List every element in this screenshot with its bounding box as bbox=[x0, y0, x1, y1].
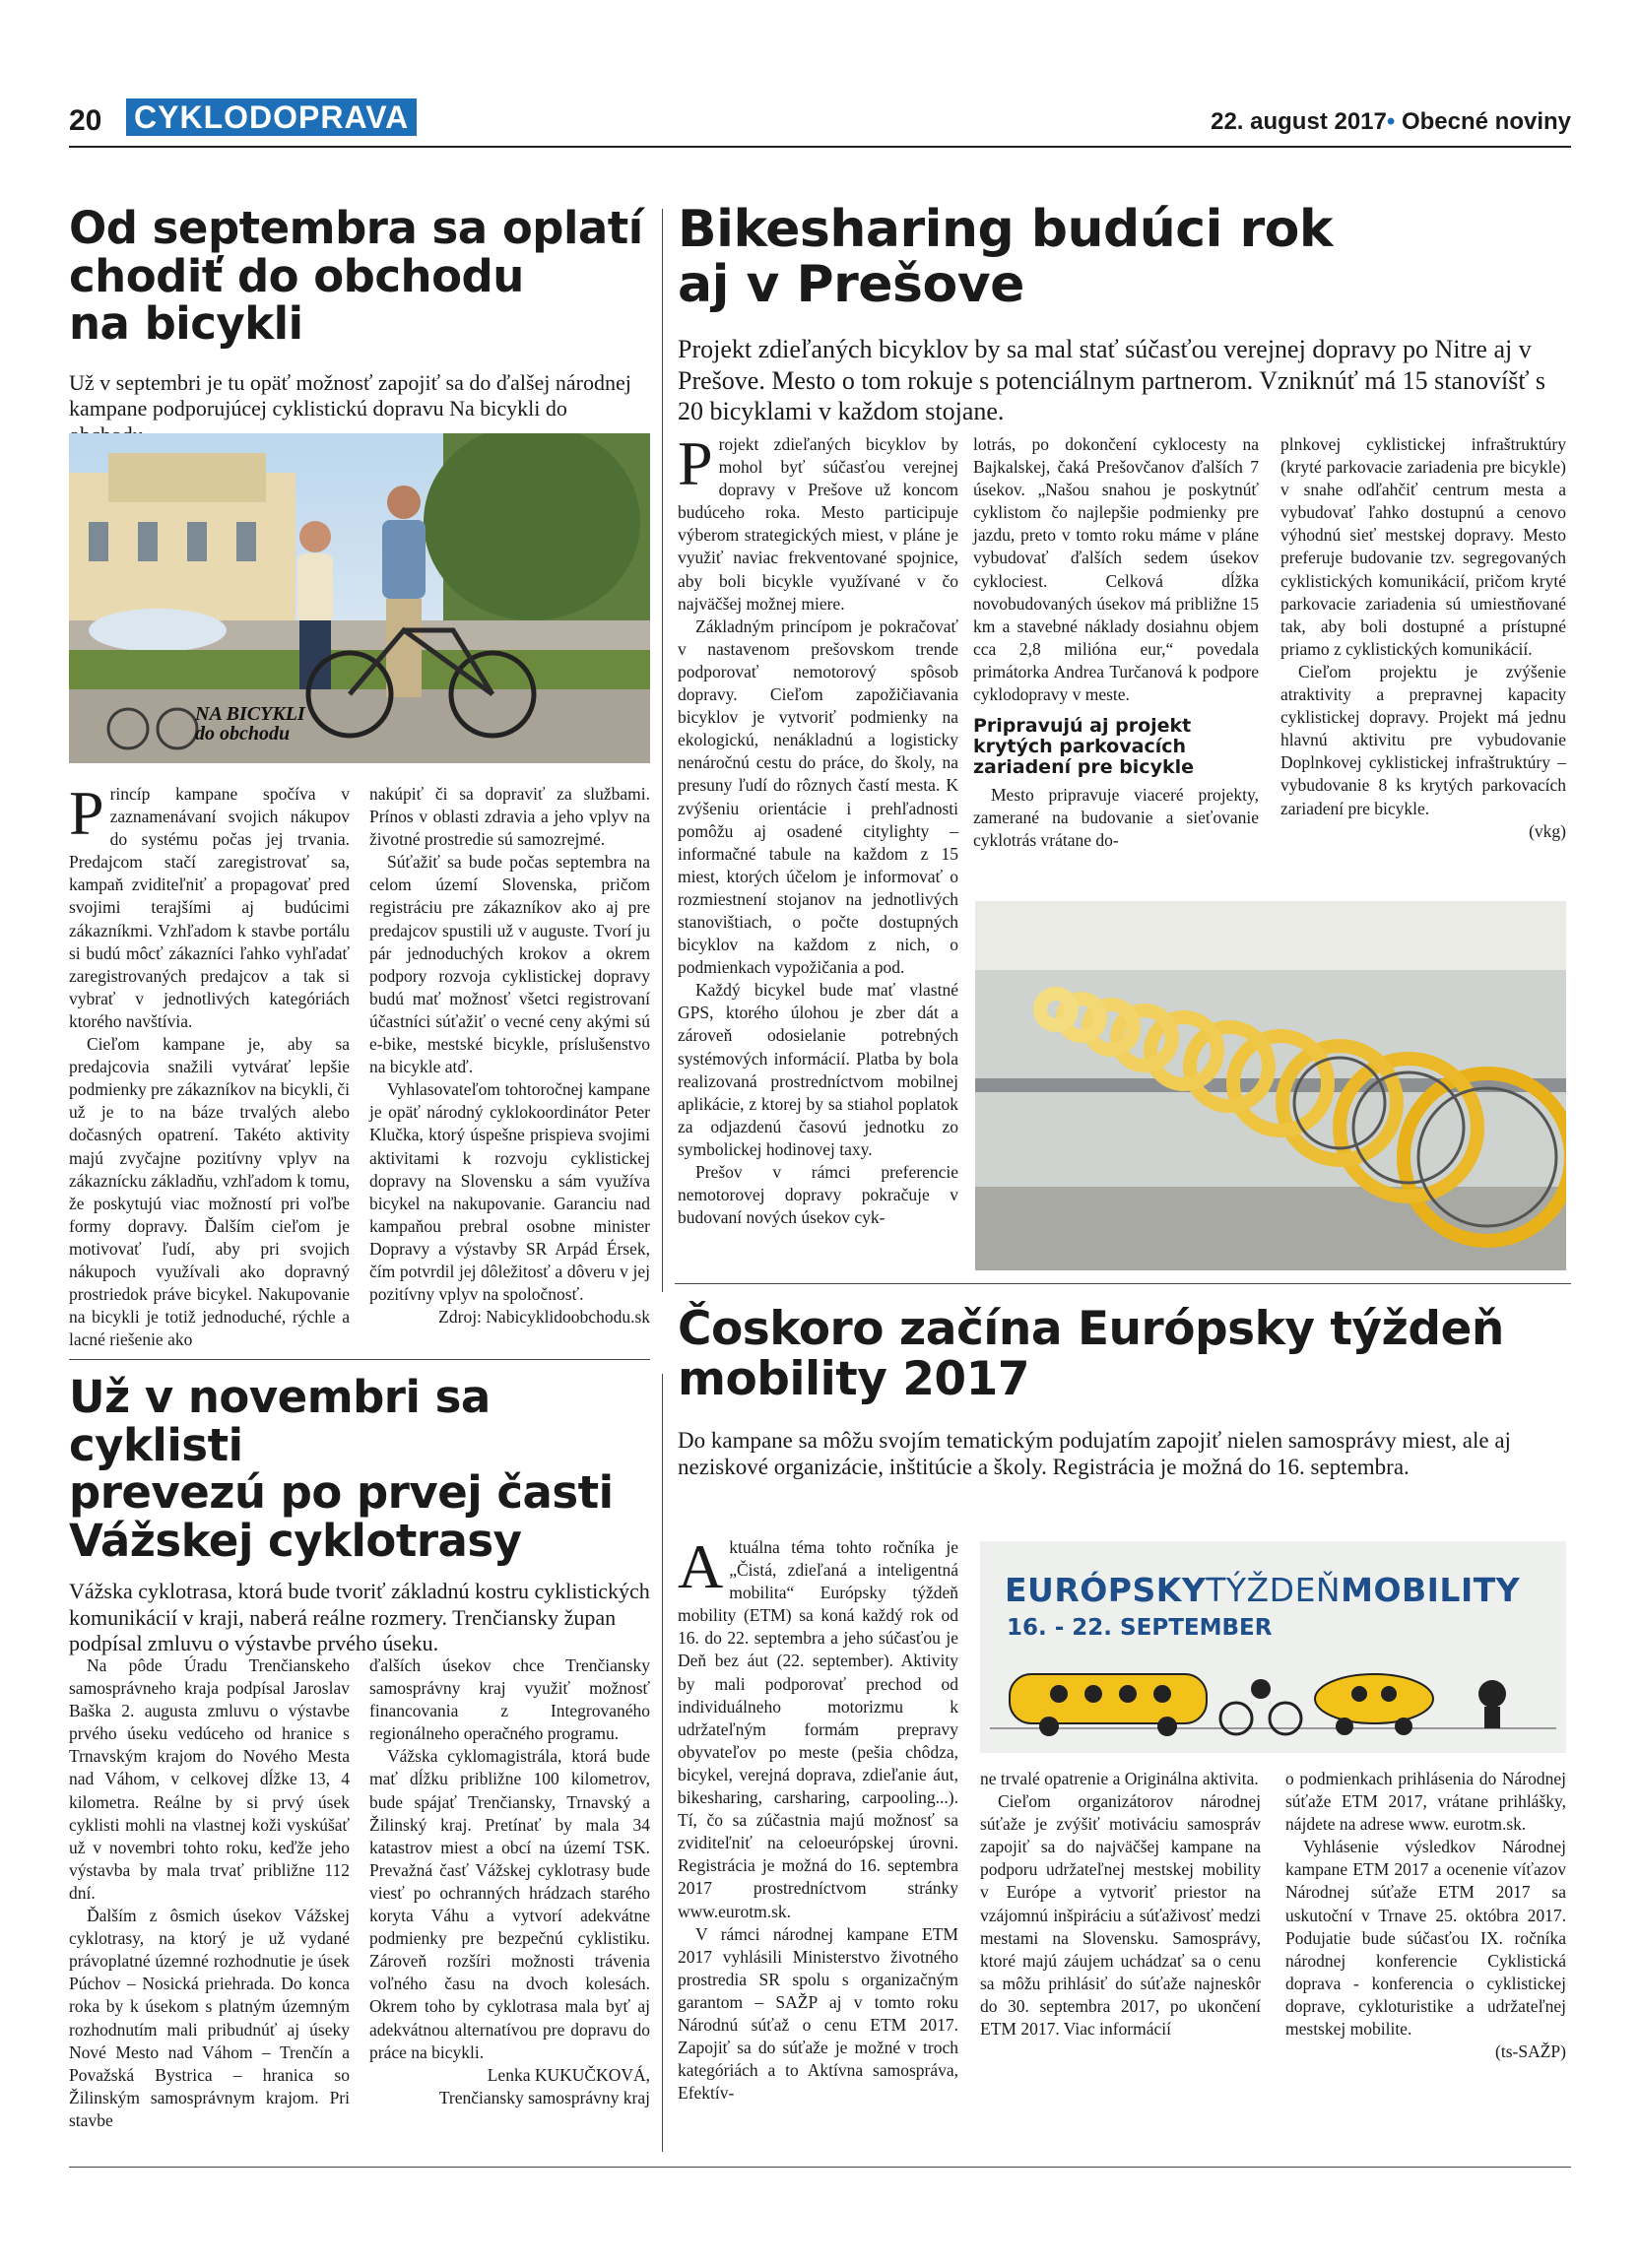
paragraph: Cieľom projektu je zvýšenie atraktivity a prepravnej kapacity cyklistickej dopravy. Projekt má jednu hlavnú aktivitu pre vybudovanie Doplnkovej cyklistickej infraštruktúry – vybudovanie 8 ks krytých parkovacích zariadení pre bicykle. bbox=[1280, 661, 1566, 818]
banner-word: EURÓPSKY bbox=[1005, 1571, 1207, 1609]
subheading-line: krytých parkovacích bbox=[973, 736, 1187, 758]
subheading-line: zariadení pre bicykle bbox=[973, 755, 1194, 778]
article-column bbox=[69, 1654, 350, 2132]
article-column bbox=[369, 783, 650, 1328]
banner-dates: 16. - 22. SEPTEMBER bbox=[1007, 1615, 1273, 1641]
paragraph: V rámci národnej kampane ETM 2017 vyhlásili Ministerstvo životného prostredia SR spolu s organizačným garantom – SAŽP aj v tomto roku Národnú súťaž o cenu ETM 2017. Zapojiť sa do súťaže je možné v troch kategóriách a to Aktívna samospráva, Efektív- bbox=[678, 1923, 958, 2104]
banner-illustration bbox=[980, 1659, 1566, 1753]
page-number: 20 bbox=[69, 104, 102, 137]
banner-word: TÝŽDEŇ bbox=[1206, 1571, 1342, 1609]
dropcap: P bbox=[678, 428, 713, 498]
issue-date: 22. august 2017 bbox=[1211, 108, 1387, 135]
article-vah-cycle-route bbox=[69, 1371, 650, 1657]
lead-paragraph: Do kampane sa môžu svojím tematickým podujatím zapojiť nielen samosprávy miest, ale aj neziskové organizácie, inštitúcie a školy. Registrácia je možná do 16. septembra. bbox=[678, 1427, 1511, 1480]
headline-line: Od septembra sa oplatí bbox=[69, 202, 643, 254]
article-column bbox=[678, 1531, 958, 2105]
paragraph: Mesto pripravuje viaceré projekty, zamerané na budovanie a sieťovanie cyklotrás vrátane do- bbox=[973, 784, 1259, 850]
column-divider bbox=[662, 209, 663, 1292]
lead-paragraph: Vážska cyklotrasa, ktorá bude tvoriť základnú kostru cyklistických komunikácií v kraji, naberá reálne rozmery. Trenčiansky župan podpísal zmluvu o výstavbe prvého úseku. bbox=[69, 1579, 650, 1656]
column-divider bbox=[662, 1374, 663, 2152]
photo-cyclists-image bbox=[69, 433, 650, 763]
paragraph: nakúpiť či sa dopraviť za službami. Prínos v oblasti zdravia a jeho vplyv na životné prostredie sú samozrejmé. bbox=[369, 784, 650, 850]
paragraph: rojekt zdieľaných bicyklov by mohol byť súčasťou verejnej dopravy v Prešove už koncom budúceho roka. Mesto participuje výberom strategických miest, v pláne je využiť naviac frekventované spojnice, aby boli bicykle využívané v čo najväčšej možnej miere. bbox=[678, 434, 958, 614]
banner-title bbox=[1005, 1571, 1520, 1609]
author-signature: (vkg) bbox=[1529, 820, 1566, 841]
headline bbox=[69, 202, 650, 351]
headline-line: chodiť do obchodu bbox=[69, 249, 524, 302]
headline-line: Bikesharing budúci rok bbox=[678, 200, 1333, 259]
paragraph: o podmienkach prihlásenia do Národnej súťaže ETM 2017, vrátane prihlášky, nájdete na adrese www. eurotm.sk. bbox=[1285, 1769, 1566, 1835]
author-signature: (ts-SAŽP) bbox=[1495, 2041, 1566, 2062]
header-rule bbox=[69, 146, 1571, 148]
campaign-logo bbox=[195, 704, 305, 744]
article-bikesharing-presov bbox=[678, 202, 1569, 426]
subheading-line: Pripravujú aj projekt bbox=[973, 715, 1192, 738]
author-organization: Trenčiansky samosprávny kraj bbox=[438, 2087, 650, 2107]
paragraph: ktuálna téma tohto ročníka je „Čistá, zdieľaná a inteligentná mobilita“ Európsky týždeň mobility (ETM) sa koná každý rok od 16. do 22. septembra a jeho súčasťou je Deň bez áut (22. september). Aktivity by mali podporovať prechod od individuálneho motorizmu k udržateľným formám prepravy obyvateľov po meste (pešia chôdza, bicykel, verejná doprava, zdieľanie áut, bikesharing, carsharing, carpooling...). Tí, čo sa zúčastnia majú možnosť sa zviditeľniť na celoeurópskej úrovni. Registrácia je možná do 16. septembra 2017 prostredníctvom stránky www.eurotm.sk. bbox=[678, 1537, 958, 1921]
article-column bbox=[980, 1768, 1261, 2041]
headline-line: prevezú po prvej časti bbox=[69, 1466, 614, 1520]
paragraph: Prešov v rámci preferencie nemotorovej dopravy pokračuje v budovaní nových úsekov cyk- bbox=[678, 1162, 958, 1228]
campaign-logo-line: NA BICYKLI bbox=[195, 703, 305, 725]
paragraph: lotrás, po dokončení cyklocesty na Bajkalskej, čaká Prešovčanov ďalších 7 úsekov. „Našou snahou je poskytnúť cyklistom čo najlepšie podmienky pre jazdu, preto v tomto roku máme v pláne vybudovať ďalších sedem úsekov cyklociest. Celková dĺžka novobudovaných úsekov má približne 15 km a stavebné náklady dosiahnu objem cca 2,8 milióna eur,“ povedala primátorka Andrea Turčanová k podpore cyklodopravy v meste. bbox=[973, 434, 1259, 705]
footer-rule bbox=[69, 2167, 1571, 2168]
article-divider bbox=[69, 1359, 650, 1360]
article-column bbox=[1285, 1768, 1566, 2063]
article-column bbox=[1280, 433, 1566, 843]
paragraph: plnkovej cyklistickej infraštruktúry (kryté parkovacie zariadenia pre bicykle) v snahe odľahčiť centrum mesta a vybudovať ľahko dostupnú a cenovo výhodnú sieť mestskej dopravy. Mesto preferuje budovanie tzv. segregovaných cyklistických komunikácií, pričom kryté parkovacie zariadenia sú umiestňované tak, aby boli dostupné a prístupné priamo z cyklistických komunikácií. bbox=[1280, 434, 1566, 659]
paragraph: Cieľom kampane je, aby sa predajcovia snažili vytvárať lepšie podmienky pre zákazníkov na bicykli, či už je to na báze trvalých alebo dočasných opatrení. Takéto aktivity majú zvyčajne pozitívny vplyv na zákaznícku základňu, vzhľadom k tomu, že poskytujú viac možností pri voľbe formy dopravy. Ďalším cieľom je motivovať ľudí, aby pri svojich nákupoch využívali ako dopravný prostriedok práve bicykel. Nakupovanie na bicykli je totiž jednoduché, rýchle a lacné riešenie ako bbox=[69, 1034, 350, 1350]
paragraph: Ďalším z ôsmich úsekov Vážskej cyklotrasy, na ktorý je už vydané právoplatné územné rozhodnutie je úsek Púchov – Nosická priehrada. Do konca roka by k úsekom s platným územným rozhodnutím mali pribudnúť aj úseky Nové Mesto nad Váhom – Trenčín a Považská Bystrica – hranica so Žilinským samosprávnym krajom. Pri stavbe bbox=[69, 1906, 350, 2130]
paragraph: Vyhlasovateľom tohtoročnej kampane je opäť národný cyklokoordinátor Peter Klučka, ktorý úspešne prispieva svojimi aktivitami k rozvoju cyklistickej dopravy na Slovensku a sám využíva bicykel na nakupovanie. Garanciu nad kampaňou prebral osobne minister Dopravy a výstavby SR Arpád Érsek, čím potvrdil jej dôležitosť a dôveru v jej pozitívny vplyv na spoločnosť. bbox=[369, 1079, 650, 1305]
paragraph: Cieľom organizátorov národnej súťaže je zvýšiť motiváciu samospráv zapojiť sa do najväčšej kampane na podporu udržateľnej mestskej mobility v Európe a vytvoriť priestor na vzájomnú inšpiráciu a súťaživosť medzi mestami na Slovensku. Samosprávy, ktoré majú záujem uchádzať sa o cenu sa môžu prihlásiť do súťaže najneskôr do 30. septembra 2017, po ukončení ETM 2017. Viac informácií bbox=[980, 1791, 1261, 2040]
paragraph: Každý bicykel bude mať vlastné GPS, ktorého úlohou je zber dát a zároveň odosielanie potrebných systémových informácií. Platba by bola realizovaná prostredníctvom mobilnej aplikácie, z ktorej by sa stiahol poplatok za odjazdenú časovú jednotku zo symbolickej hodinovej taxy. bbox=[678, 980, 958, 1159]
publication-name: Obecné noviny bbox=[1401, 108, 1571, 135]
separator-dot: • bbox=[1386, 108, 1396, 135]
dropcap: A bbox=[678, 1531, 724, 1601]
article-column bbox=[973, 433, 1259, 852]
lead-paragraph: Už v septembri je tu opäť možnosť zapojiť sa do ďalšej národnej kampane podporujúcej cyklistickú dopravu Na bicykli do bbox=[69, 369, 631, 421]
paragraph: Vážska cyklomagistrála, ktorá bude mať dĺžku približne 100 kilometrov, bude spájať Trenčiansky, Trnavský a Žilinský kraj. Pretínať by mala 34 katastrov miest a obcí na území TSK. Prevažná časť Vážskej cyklotrasy bude viesť po ochranných hrádzach starého koryta Váhu a vytvorí adekvátne podmienky pre bezpečnú cyklistiku. Zároveň rozšíri možnosti trávenia voľného času na dvoch kolesách. Okrem toho by cyklotrasa mala byť aj adekvátnou alternatívou pre dopravu do práce na bicykli. bbox=[369, 1746, 650, 2062]
article-mobility-week bbox=[678, 1302, 1569, 1481]
section-label: CYKLODOPRAVA bbox=[126, 98, 417, 136]
lead-paragraph: Projekt zdieľaných bicyklov by sa mal stať súčasťou verejnej dopravy po Nitre aj v Prešove. Mesto o tom rokuje s potenciálnym partnerom. Vzniknúť má 15 stanovíšť s 20 bicyklami v každom stojane. bbox=[678, 335, 1546, 425]
paragraph: Vyhlásenie výsledkov Národnej kampane ETM 2017 a ocenenie víťazov Národnej súťaže ETM 2017 sa uskutoční v Trnave 25. októbra 2017. Podujatie bude súčasťou IX. ročníka národnej konferencie Cyklistická doprava - konferencia o cyklistickej doprave, cykloturistike a udržateľnej mestskej mobilite. bbox=[1285, 1837, 1566, 2040]
banner-word: MOBILITY bbox=[1341, 1571, 1521, 1609]
paragraph: Na pôde Úradu Trenčianskeho samosprávneho kraja podpísal Jaroslav Baška 2. augusta zmluvu o výstavbe prvého úseku vedúceho od hranice s Trnavským krajom do Nového Mesta nad Váhom, v celkovej dĺžke 13, 4 kilometra. Reálne by si prvý úsek cyklisti mohli na vlastnej koži vyskúšať už v novembri tohto roku, keďže jeho výstavba by mala trvať približne 112 dní. bbox=[69, 1655, 350, 1903]
author-name: Lenka KUKUČKOVÁ, bbox=[487, 2064, 650, 2085]
headline-line: Vážskej cyklotrasy bbox=[69, 1514, 522, 1567]
headline-line: Čoskoro začína Európsky týždeň bbox=[678, 1302, 1504, 1356]
paragraph: Súťažiť sa bude počas septembra na celom území Slovenska, pričom registráciu pre zákazníkov ako aj pre predajcov spustili už v auguste. Tvorí ju pár jednoduchých krokov a okrem podpory rozvoja cyklistickej dopravy budú mať možnosť všetci registrovaní účastníci súťažiť o vecné ceny akými sú e-bike, mestské bicykle, príslušenstvo na bicykle atď. bbox=[369, 852, 650, 1077]
article-column bbox=[69, 778, 350, 1351]
photo-bike-rack bbox=[975, 901, 1566, 1270]
photo-bike-rack-image bbox=[975, 901, 1566, 1270]
headline bbox=[69, 1371, 650, 1567]
headline-line: Už v novembri sa cyklisti bbox=[69, 1371, 491, 1471]
photo-cyclists bbox=[69, 433, 650, 763]
campaign-logo-line: do obchodu bbox=[195, 723, 291, 745]
headline-line: mobility 2017 bbox=[678, 1351, 1030, 1406]
article-shopping-by-bike bbox=[69, 202, 650, 448]
headline-line: na bicykli bbox=[69, 297, 303, 351]
paragraph: ne trvalé opatrenie a Originálna aktivita. bbox=[980, 1769, 1259, 1788]
dropcap: P bbox=[69, 778, 104, 848]
article-column bbox=[678, 428, 958, 1229]
paragraph: Základným princípom je pokračovať v nastavenom prešovskom trende podporovať nemotorový spôsob dopravy. Cieľom zapožičiavania bicyklov je vytvoriť podmienky na ekologickú, nenákladnú a logisticky nenáročnú cestu do práce, do školy, na presuny ľudí do rôznych častí mesta. K zvýšeniu orientácie i prehľadnosti pomôžu aj osadené citylighty – informačné tabule na každom z 15 miest, ktorých účelom je informovať o rozmiestnení stojanov na jednotlivých stanovištiach, o počte dostupných bicyklov na každom z nich, o podmienkach vypožičania a pod. bbox=[678, 616, 958, 978]
headline-line: aj v Prešove bbox=[678, 255, 1024, 315]
article-divider bbox=[675, 1283, 1571, 1284]
headline bbox=[678, 1302, 1569, 1406]
issue-info bbox=[1211, 108, 1571, 136]
source-credit: Zdroj: Nabicyklidoobchodu.sk bbox=[438, 1307, 650, 1328]
paragraph: ďalších úsekov chce Trenčiansky samosprávny kraj využiť možnosť financovania z Integrovaného regionálneho operačného programu. bbox=[369, 1655, 650, 1744]
subheading bbox=[973, 716, 1259, 778]
paragraph: rincíp kampane spočíva v zaznamenávaní svojich nákupov do systému počas jej trvania. Predajcom stačí zaregistrovať sa, kampaň zviditeľniť a propagovať pred svojimi terajšími aj budúcimi zákazníkmi. Vzhľadom k stavbe portálu si budú môcť zákazníci ľahko vyhľadať zaregistrovaných predajcov a tak si vybrať v jednotlivých kategóriách ktorého navštívia. bbox=[69, 784, 350, 1031]
article-column bbox=[369, 1654, 650, 2109]
headline bbox=[678, 200, 1569, 315]
